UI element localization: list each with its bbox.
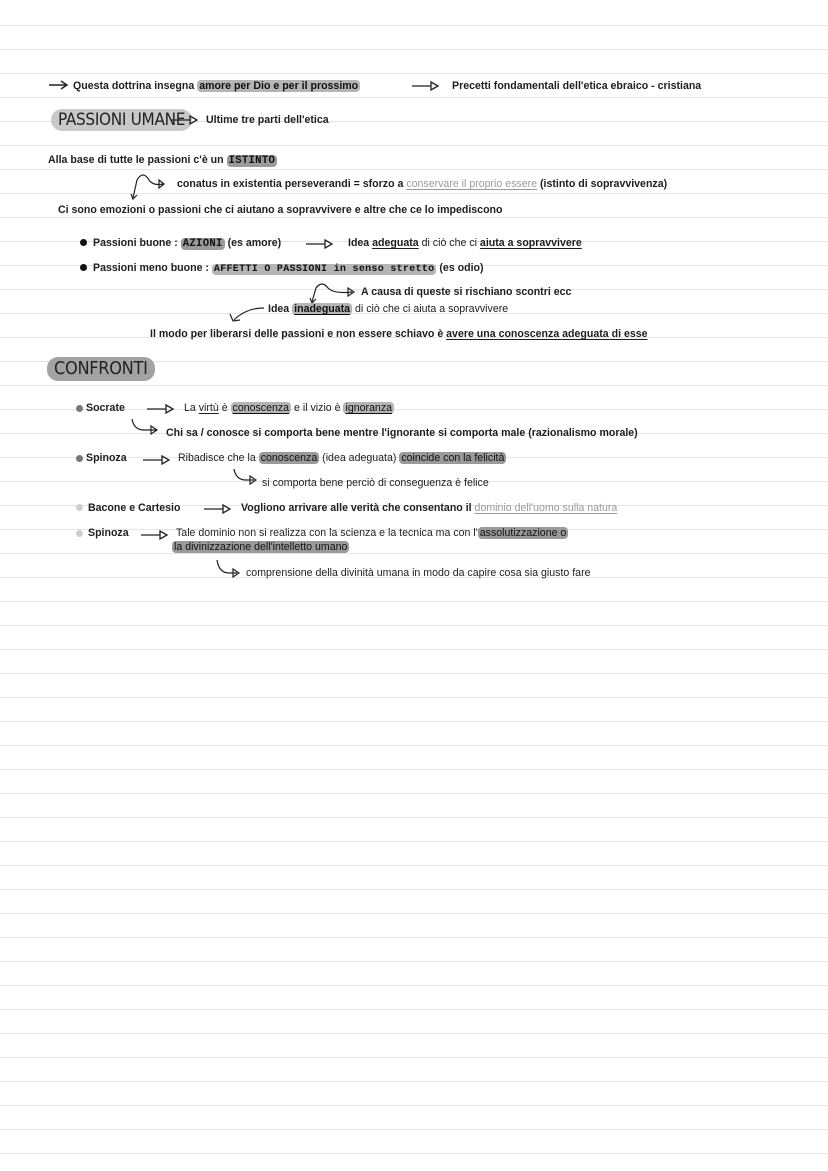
bacone-name: Bacone e Cartesio <box>88 502 181 514</box>
bullet-icon <box>80 264 87 271</box>
idea-inadeguata-line <box>268 303 508 316</box>
heading1-note: Ultime tre parti dell'etica <box>206 114 329 126</box>
spinoza1-sub: si comporta bene perciò di conseguenza è felice <box>262 477 489 489</box>
doctrine-line <box>73 80 360 93</box>
bullet-icon <box>76 504 83 511</box>
azioni-highlight: AZIONI <box>182 238 223 250</box>
emozioni-text: Ci sono emozioni o passioni che ci aiutano a sopravvivere e altre che ce lo impediscono <box>58 204 503 216</box>
arrow-right-icon <box>146 404 174 414</box>
socrate-text-c: è <box>218 402 231 414</box>
arrow-right-icon <box>140 530 168 540</box>
arrow-right-icon <box>203 504 231 514</box>
spinoza1-text-c: (idea adeguata) <box>319 452 400 464</box>
conatus-line <box>177 178 667 191</box>
spinoza2-line <box>176 527 568 540</box>
idea-middle: di ciò che ci <box>418 237 480 249</box>
arrow-down-left-icon <box>228 306 268 324</box>
buone-label: Passioni buone : <box>93 237 181 249</box>
idea-label: Idea <box>348 237 373 249</box>
menobuone-label: Passioni meno buone : <box>93 262 212 274</box>
felicita-highlight: coincide con la felicità <box>401 452 505 464</box>
idea-adeguata-line <box>348 237 582 250</box>
spinoza2-text-a: Tale dominio non si realizza con la scienza e la tecnica ma con l' <box>176 527 478 539</box>
heading-confronti: CONFRONTI <box>47 357 155 381</box>
spinoza1-name: Spinoza <box>86 452 127 464</box>
bullet-icon <box>76 405 83 412</box>
sopravvivere-underline: aiuta a sopravvivere <box>479 237 582 249</box>
affetti-highlight: AFFETTI O PASSIONI in senso stretto <box>213 264 435 275</box>
doctrine-text: Questa dottrina insegna <box>73 80 198 92</box>
liberarsi-underline: avere una conoscenza adeguata di esse <box>446 328 648 340</box>
conatus-underline: conservare il proprio essere <box>406 178 538 190</box>
inadeguata-highlight: inadeguata <box>294 303 351 315</box>
spinoza1-line <box>178 452 506 465</box>
bullet-icon <box>76 530 83 537</box>
curved-arrow-icon <box>232 468 262 486</box>
spinoza2-name: Spinoza <box>88 527 129 539</box>
socrate-name: Socrate <box>86 402 125 414</box>
inadeguata-label: Idea <box>268 303 293 315</box>
scontri-text: A causa di queste si rischiano scontri ecc <box>361 286 572 298</box>
spinoza2-sub: comprensione della divinità umana in modo da capire cosa sia giusto fare <box>246 567 591 579</box>
arrow-right-icon <box>48 80 70 90</box>
virtu-underline: virtù <box>198 402 219 414</box>
heading-passioni-umane: PASSIONI UMANE <box>51 109 192 131</box>
arrow-right-icon <box>305 239 333 249</box>
conoscenza-highlight: conoscenza <box>260 452 318 464</box>
curved-arrow-icon <box>306 282 358 304</box>
arrow-right-icon <box>411 81 439 91</box>
conatus-text: conatus in existentia perseverandi = sforzo a <box>177 178 407 190</box>
bullet-icon <box>80 239 87 246</box>
istinto-text: Alla base di tutte le passioni c'è un <box>48 154 227 166</box>
divinizzazione-highlight: la divinizzazione dell'intelletto umano <box>174 541 348 553</box>
precetti-text: Precetti fondamentali dell'etica ebraico - cristiana <box>452 80 702 92</box>
menobuone-example: (es odio) <box>436 262 484 274</box>
inadeguata-rest: di ciò che ci aiuta a sopravvivere <box>352 303 509 315</box>
passioni-buone-line <box>93 237 281 251</box>
bacone-line <box>241 502 617 515</box>
socrate-text-e: e il vizio è <box>291 402 344 414</box>
doctrine-highlight: amore per Dio e per il prossimo <box>199 80 359 92</box>
buone-example: (es amore) <box>224 237 282 249</box>
bullet-icon <box>76 455 83 462</box>
assolutizzazione-highlight: assolutizzazione o <box>479 527 567 539</box>
socrate-text-a: La <box>184 402 199 414</box>
liberarsi-text: Il modo per liberarsi delle passioni e non essere schiavo è <box>150 328 447 340</box>
socrate-line <box>184 402 394 415</box>
istinto-line <box>48 154 277 168</box>
dominio-underline: dominio dell'uomo sulla natura <box>474 502 618 514</box>
spinoza1-text-a: Ribadisce che la <box>178 452 259 464</box>
socrate-sub: Chi sa / conosce si comporta bene mentre l'ignorante si comporta male (razionalismo morale) <box>166 427 638 439</box>
liberarsi-line <box>150 328 648 341</box>
bacone-text: Vogliono arrivare alle verità che consentano il <box>241 502 475 514</box>
conoscenza-highlight: conoscenza <box>232 402 290 414</box>
ignoranza-highlight: ignoranza <box>345 402 393 414</box>
istinto-highlight: ISTINTO <box>228 155 276 167</box>
arrow-right-icon <box>142 455 170 465</box>
conatus-note: (istinto di sopravvivenza) <box>537 178 668 190</box>
spinoza2-line2 <box>172 541 349 554</box>
passioni-meno-buone-line <box>93 262 484 276</box>
curved-arrow-icon <box>130 418 160 436</box>
arrow-right-icon <box>170 115 198 125</box>
curved-arrow-icon <box>127 170 167 200</box>
adeguata-underline: adeguata <box>372 237 419 249</box>
curved-arrow-icon <box>215 559 245 579</box>
